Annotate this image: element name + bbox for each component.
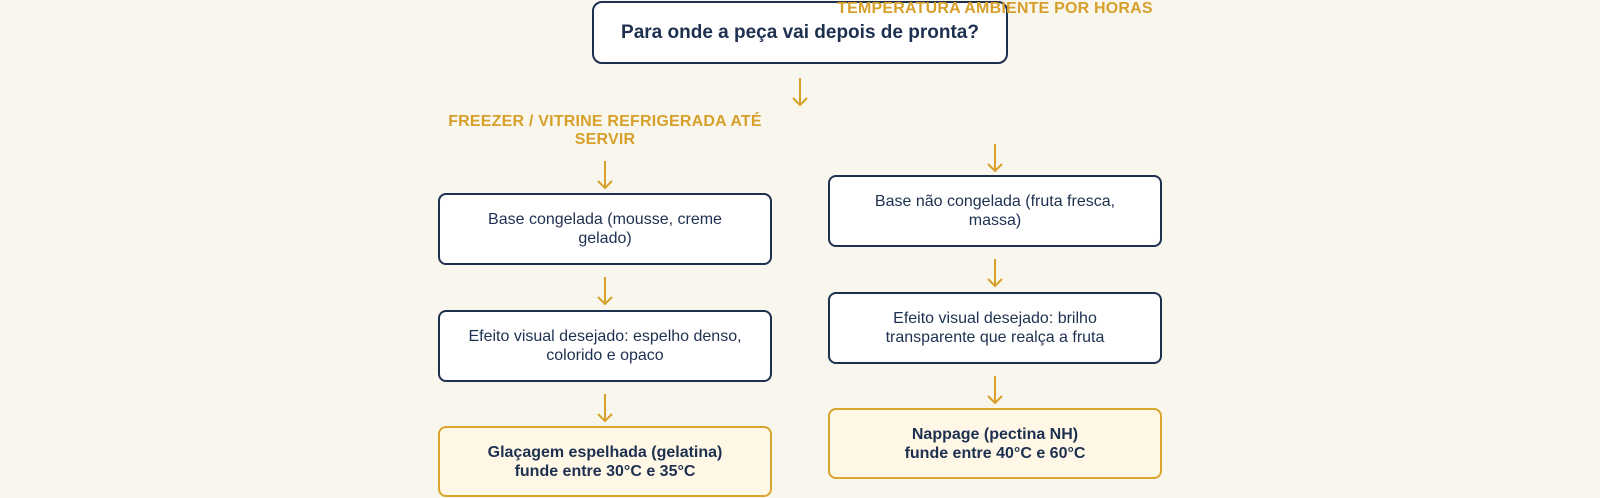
right-step-base-text: Base não congelada (fruta fresca, massa) bbox=[874, 193, 1116, 229]
down-arrow-icon bbox=[788, 76, 812, 108]
right-result-title: Nappage (pectina NH) bbox=[911, 425, 1079, 443]
right-result-box bbox=[828, 408, 1162, 479]
right-step-base-box bbox=[828, 175, 1162, 247]
down-arrow-icon bbox=[593, 159, 617, 191]
right-branch-label: TEMPERATURA AMBIENTE POR HORAS bbox=[837, 0, 1153, 17]
left-branch-label: FREEZER / VITRINE REFRIGERADA ATÉ SERVIR bbox=[448, 113, 762, 148]
right-step-visual-box bbox=[828, 292, 1162, 364]
left-result-melting-range: funde entre 30°C e 35°C bbox=[514, 462, 696, 480]
left-step-visual-text: Efeito visual desejado: espelho denso, colorido e opaco bbox=[468, 328, 742, 364]
left-step-base-text: Base congelada (mousse, creme gelado) bbox=[488, 211, 722, 247]
left-result-title: Glaçagem espelhada (gelatina) bbox=[487, 443, 723, 461]
down-arrow-icon bbox=[983, 374, 1007, 406]
down-arrow-icon bbox=[593, 392, 617, 424]
right-result-melting-range: funde entre 40°C e 60°C bbox=[904, 444, 1086, 462]
left-result-box bbox=[438, 426, 772, 497]
down-arrow-icon bbox=[593, 275, 617, 307]
down-arrow-icon bbox=[983, 257, 1007, 289]
left-step-visual-box bbox=[438, 310, 772, 382]
left-step-base-box bbox=[438, 193, 772, 265]
down-arrow-icon bbox=[983, 142, 1007, 174]
right-step-visual-text: Efeito visual desejado: brilho transparente que realça a fruta bbox=[885, 310, 1105, 346]
root-question-text: Para onde a peça vai depois de pronta? bbox=[621, 22, 979, 43]
